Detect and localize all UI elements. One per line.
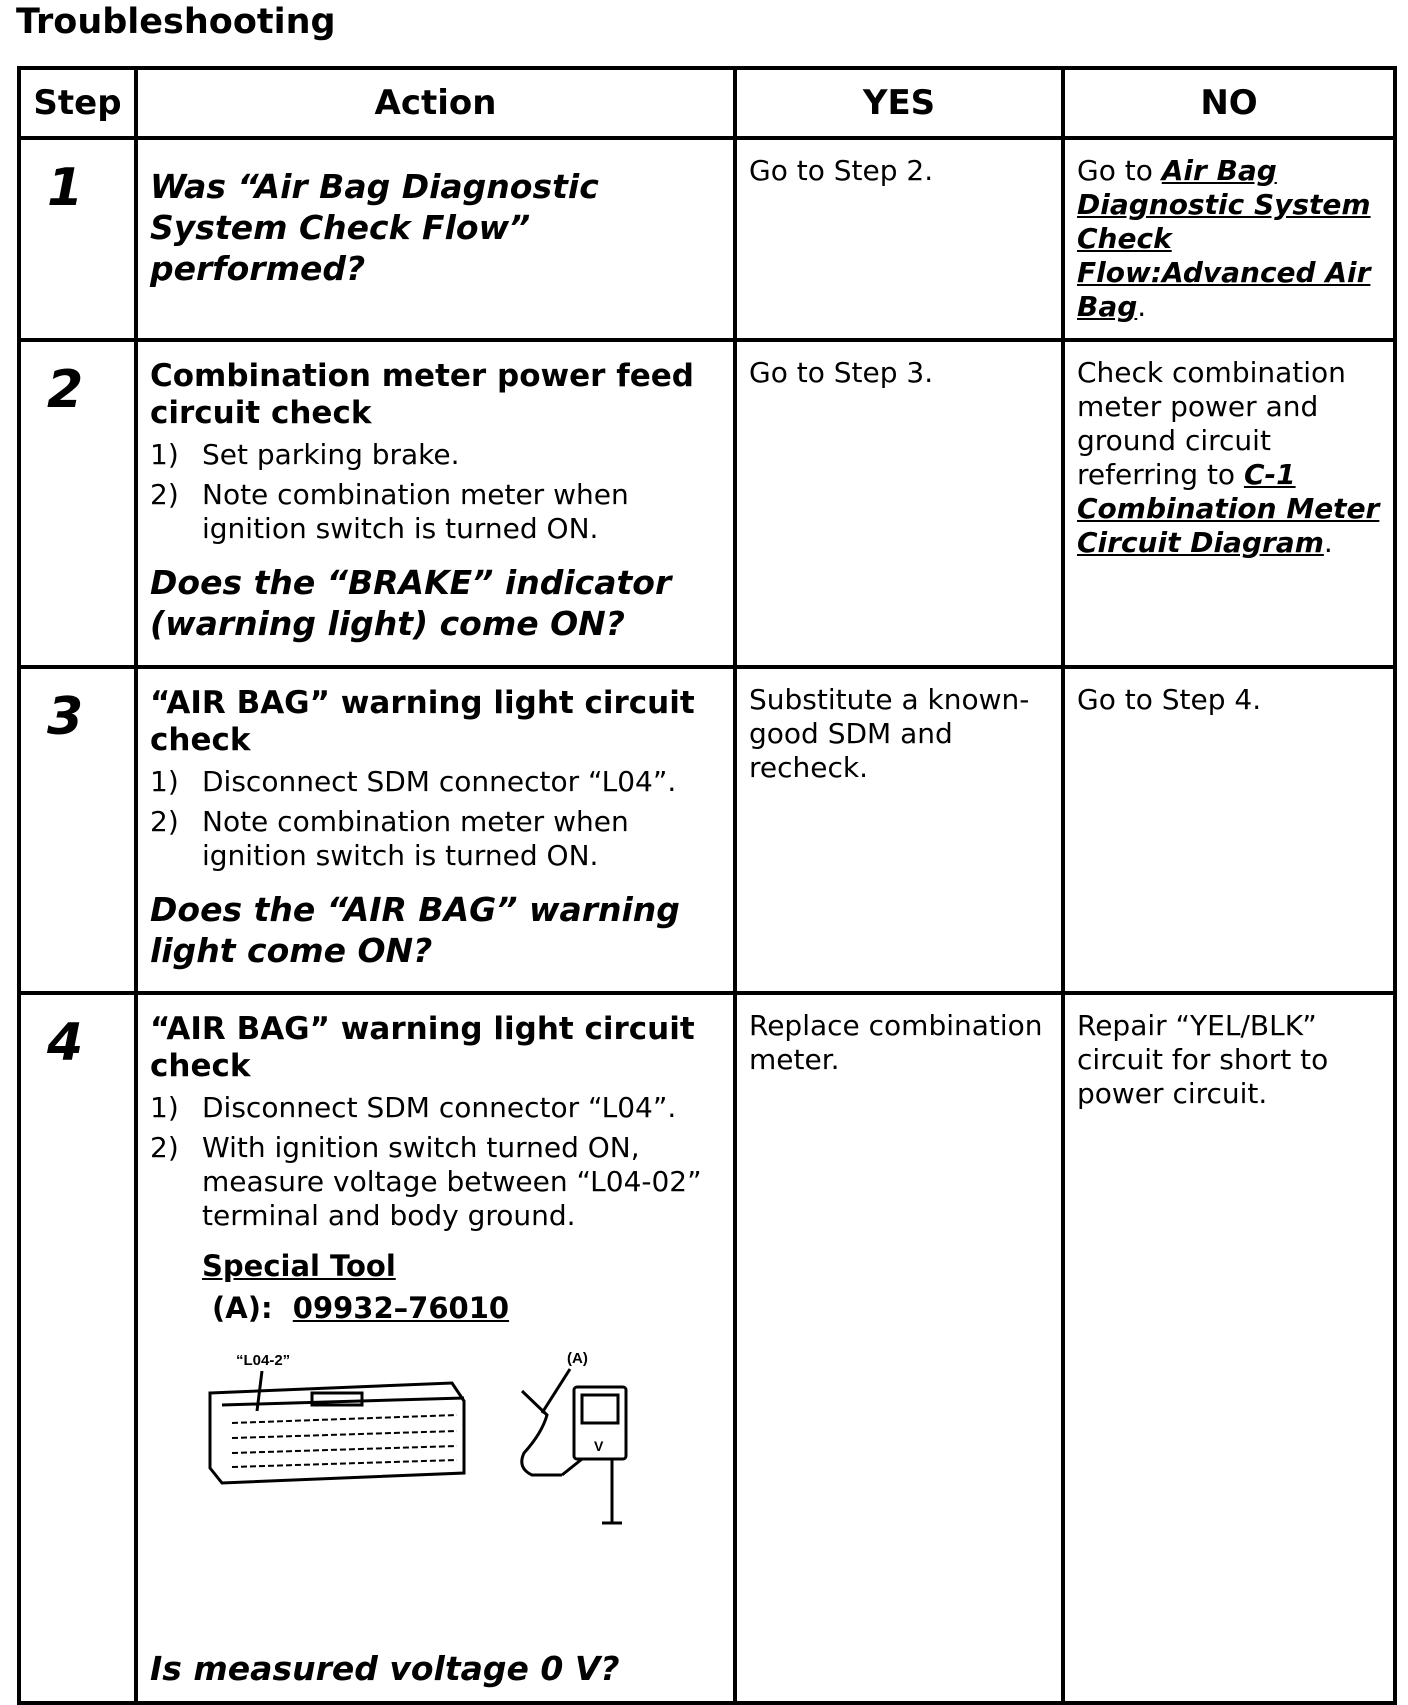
table-row — [19, 138, 1395, 340]
no-text: Check combination meter power and ground circuit referring to — [1077, 356, 1346, 491]
step-number: 3 — [19, 667, 136, 993]
step-number: 4 — [19, 993, 136, 1703]
meter-label: V — [594, 1438, 604, 1454]
item-text: Disconnect SDM connector “L04”. — [202, 765, 677, 798]
step-number: 2 — [19, 340, 136, 667]
header-yes: YES — [735, 68, 1063, 138]
page-title: Troubleshooting — [16, 2, 336, 42]
step-question: Is measured voltage 0 V? — [150, 1649, 620, 1688]
item-text: With ignition switch turned ON, measure voltage between “L04-02” terminal and body ground. — [202, 1131, 702, 1232]
list-item — [150, 805, 721, 873]
no-action: Repair “YEL/BLK” circuit for short to power circuit. — [1063, 993, 1395, 1703]
table-row — [19, 667, 1395, 993]
no-link[interactable]: Air Bag Diagnostic System Check Flow:Advanced Air Bag — [1077, 154, 1371, 323]
yes-action: Replace combination meter. — [735, 993, 1063, 1703]
item-text: Note combination meter when ignition switch is turned ON. — [202, 805, 629, 872]
header-row — [19, 68, 1395, 138]
item-number: 2) — [150, 478, 179, 511]
item-number: 2) — [150, 1131, 179, 1164]
special-tool-label: Special Tool — [202, 1249, 396, 1283]
item-number: 1) — [150, 765, 179, 798]
connector-icon — [210, 1371, 464, 1483]
list-item — [150, 765, 721, 799]
step-question: Does the “BRAKE” indicator (warning light) come ON? — [150, 563, 672, 643]
list-item — [150, 1091, 721, 1125]
tool-number-link[interactable]: 09932–76010 — [292, 1291, 510, 1325]
special-tool — [202, 1245, 721, 1329]
yes-action: Substitute a known-good SDM and recheck. — [735, 667, 1063, 993]
voltmeter-icon — [522, 1369, 626, 1523]
no-text: Go to — [1077, 154, 1162, 187]
step-question: Was “Air Bag Diagnostic System Check Flow” performed? — [150, 167, 599, 288]
troubleshooting-table — [17, 66, 1397, 1705]
no-action — [1063, 138, 1395, 340]
header-action: Action — [136, 68, 735, 138]
yes-action: Go to Step 2. — [735, 138, 1063, 340]
step-question: Does the “AIR BAG” warning light come ON? — [150, 890, 680, 970]
tool-prefix: (A): — [212, 1291, 273, 1325]
yes-action: Go to Step 3. — [735, 340, 1063, 667]
list-item — [150, 438, 721, 472]
header-no: NO — [1063, 68, 1395, 138]
step-heading: “AIR BAG” warning light circuit check — [150, 1011, 695, 1084]
table-row — [19, 993, 1395, 1703]
connector-measurement-figure — [202, 1343, 662, 1533]
step-number: 1 — [19, 138, 136, 340]
item-number: 2) — [150, 805, 179, 838]
no-suffix: . — [1323, 526, 1333, 559]
list-item — [150, 478, 721, 546]
header-step: Step — [19, 68, 136, 138]
connector-label: “L04-2” — [236, 1352, 291, 1369]
step-heading: “AIR BAG” warning light circuit check — [150, 685, 695, 758]
list-item — [150, 1131, 721, 1233]
item-text: Note combination meter when ignition switch is turned ON. — [202, 478, 629, 545]
item-text: Disconnect SDM connector “L04”. — [202, 1091, 677, 1124]
no-action: Go to Step 4. — [1063, 667, 1395, 993]
step-heading: Combination meter power feed circuit check — [150, 358, 694, 431]
item-number: 1) — [150, 438, 179, 471]
no-action — [1063, 340, 1395, 667]
table-row — [19, 340, 1395, 667]
no-suffix: . — [1137, 290, 1147, 323]
no-link[interactable]: C-1 Combination Meter Circuit Diagram — [1077, 458, 1380, 559]
tool-label: (A) — [567, 1350, 588, 1367]
item-text: Set parking brake. — [202, 438, 460, 471]
item-number: 1) — [150, 1091, 179, 1124]
